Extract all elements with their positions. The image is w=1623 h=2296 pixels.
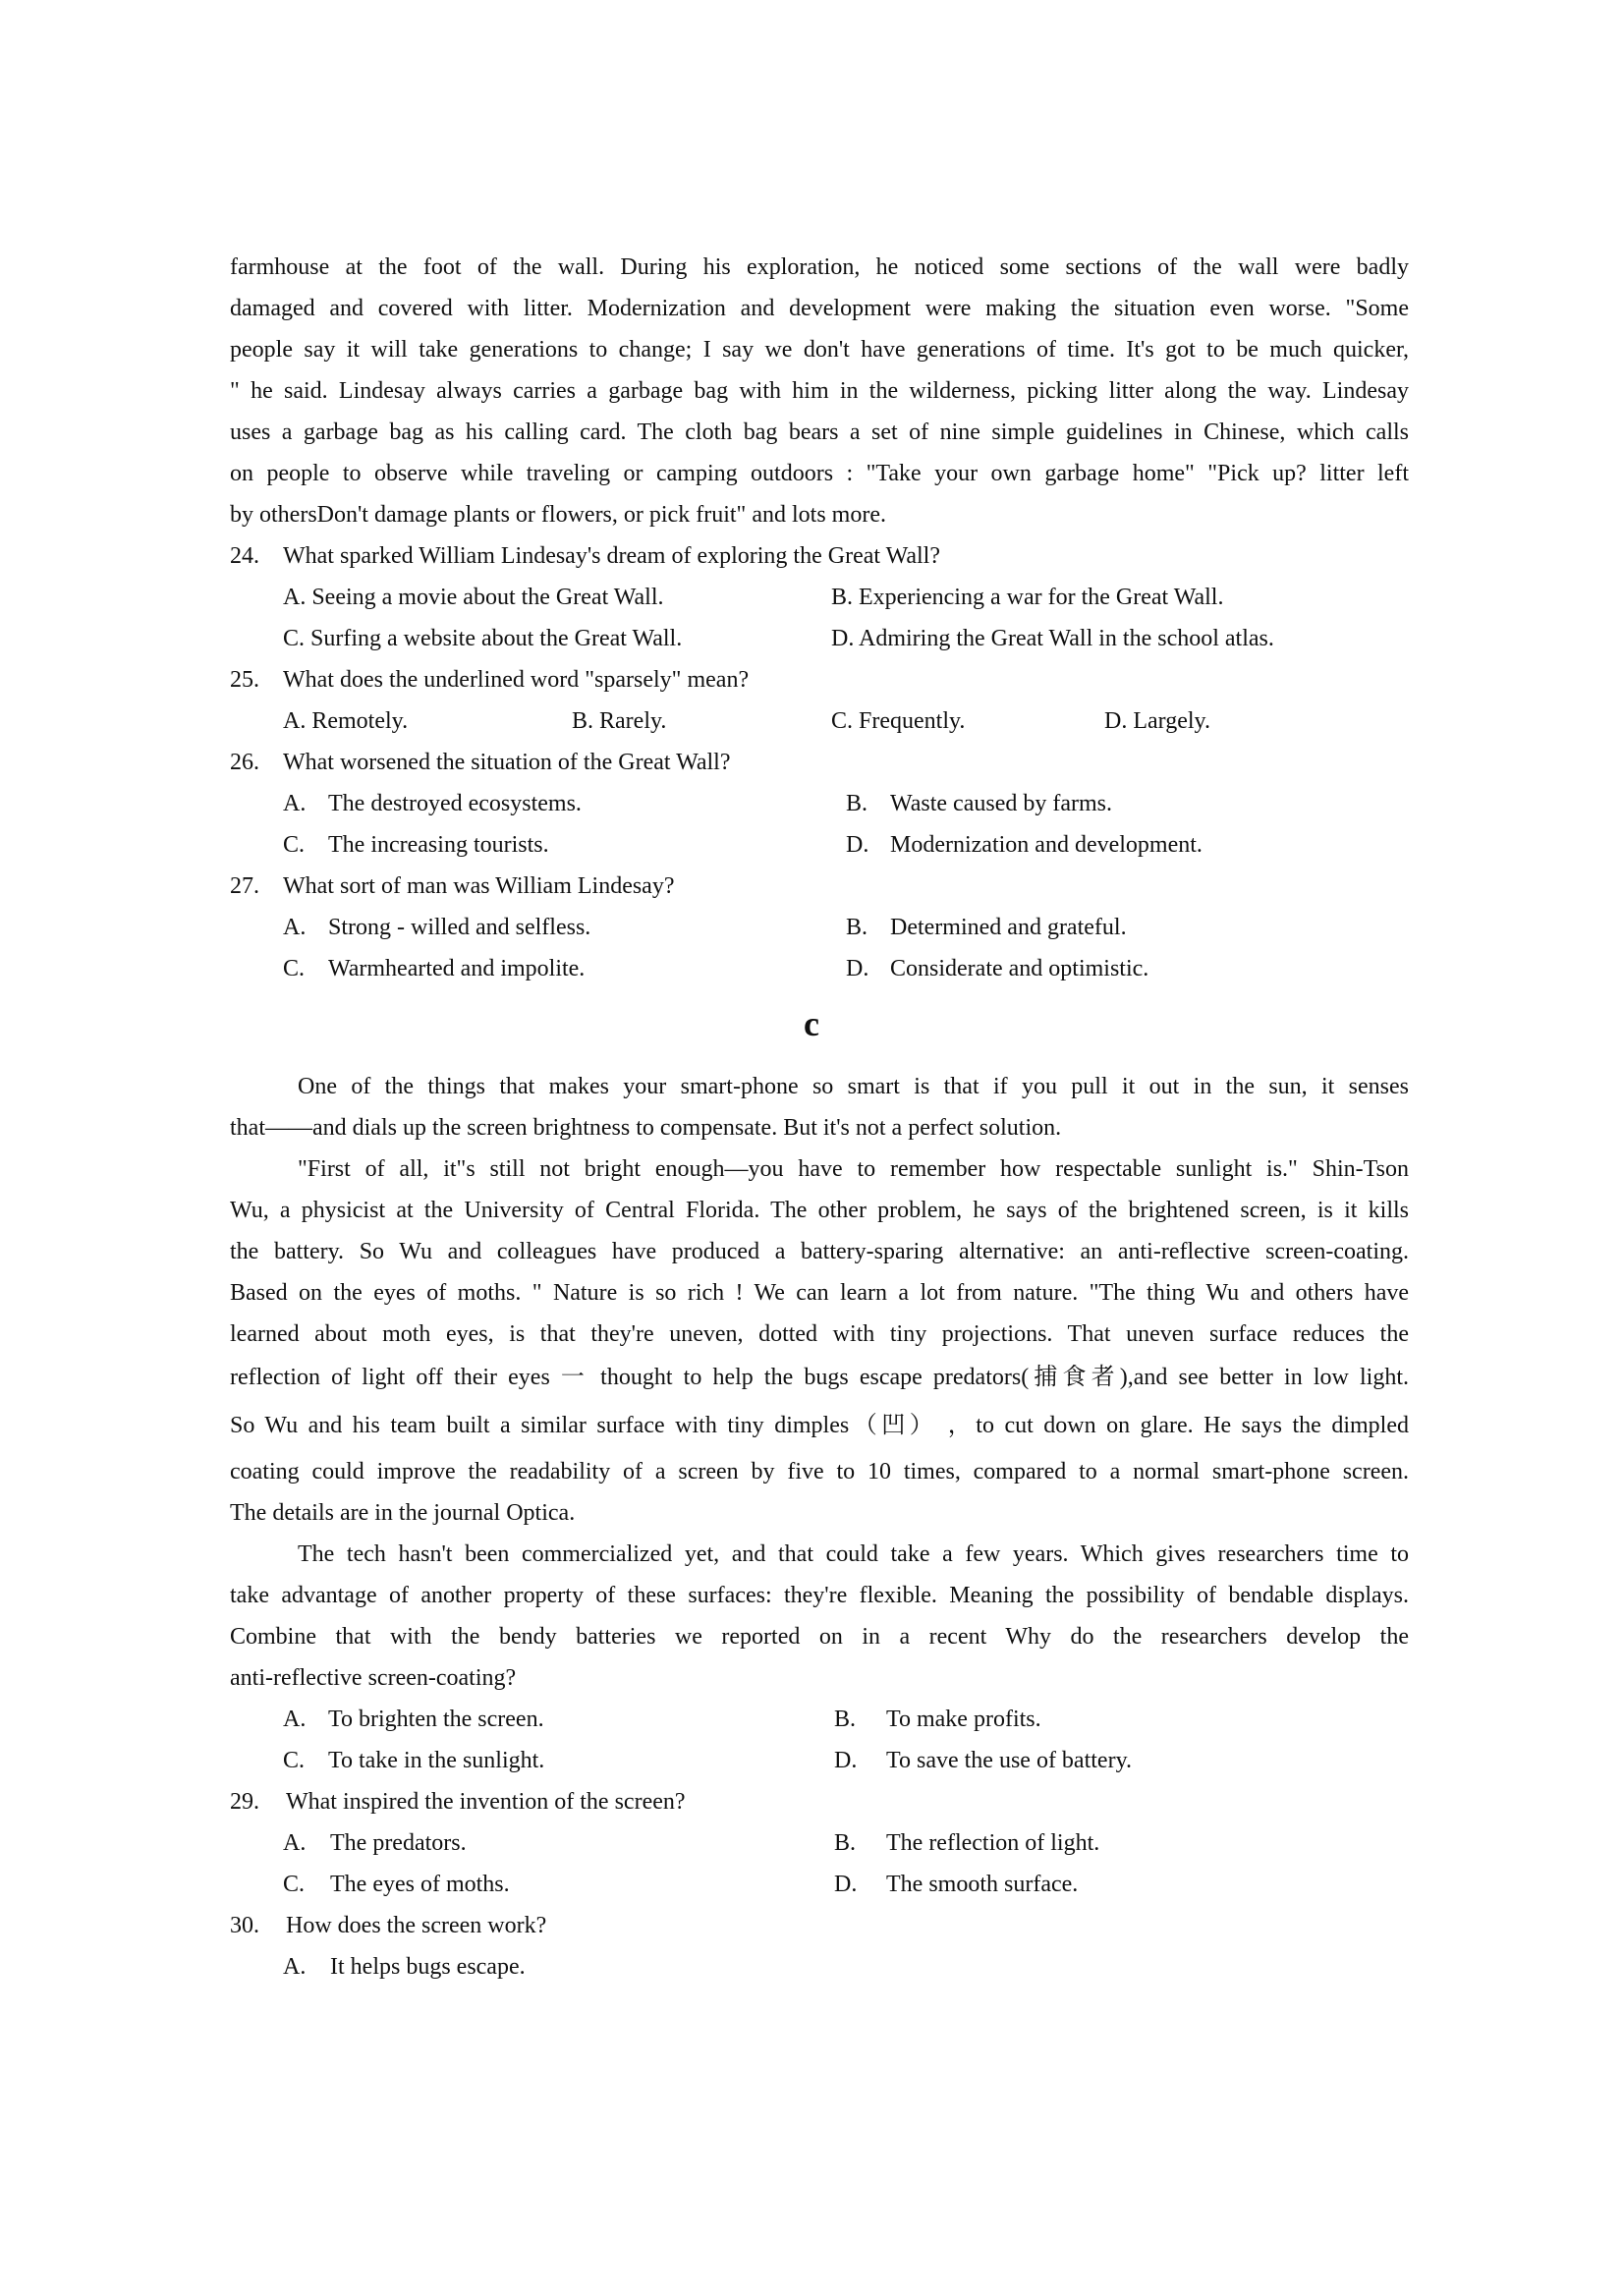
- passage-c-line: Based on the eyes of moths. " Nature is so rich ! We can learn a lot from nature. "The thing Wu and others have: [230, 1280, 1409, 1306]
- question-number: 25.: [230, 667, 259, 693]
- option-c: C. Surfing a website about the Great Wall.: [283, 626, 683, 651]
- passage-b-line: damaged and covered with litter. Modernization and development were making the situation even worse. "Some: [230, 296, 1409, 321]
- option-c-letter: C.: [283, 956, 306, 981]
- passage-c-line: The tech hasn't been commercialized yet, and that could take a few years. Which gives researchers time to: [298, 1541, 1409, 1567]
- question-stem: What sparked William Lindesay's dream of exploring the Great Wall?: [283, 543, 940, 569]
- option-a-letter: A.: [283, 1830, 307, 1856]
- passage-b-line: uses a garbage bag as his calling card. The cloth bag bears a set of nine simple guidelines in Chinese, which calls: [230, 420, 1409, 445]
- option-a: The destroyed ecosystems.: [328, 791, 582, 816]
- option-c: To take in the sunlight.: [328, 1748, 545, 1773]
- option-b-letter: B.: [846, 791, 868, 816]
- option-c-letter: C.: [283, 832, 306, 858]
- passage-c-line: One of the things that makes your smart-phone so smart is that if you pull it out in the sun, it senses: [298, 1074, 1409, 1099]
- option-c-letter: C.: [283, 1872, 306, 1897]
- passage-c-line: anti-reflective screen-coating?: [230, 1665, 517, 1691]
- option-a: To brighten the screen.: [328, 1707, 544, 1732]
- option-a: It helps bugs escape.: [330, 1954, 526, 1980]
- question-stem: What inspired the invention of the screen?: [286, 1789, 686, 1815]
- option-a-letter: A.: [283, 1707, 307, 1732]
- passage-b-line: people say it will take generations to change; I say we don't have generations of time. It's got to be much quicker,: [230, 337, 1409, 363]
- option-d: D. Largely.: [1104, 708, 1210, 734]
- question-number: 24.: [230, 543, 259, 569]
- question-number: 27.: [230, 873, 259, 899]
- option-b-letter: B.: [834, 1707, 857, 1732]
- option-c: The eyes of moths.: [330, 1872, 510, 1897]
- option-a: A. Remotely.: [283, 708, 409, 734]
- passage-b-line: " he said. Lindesay always carries a garbage bag with him in the wilderness, picking litter along the way. Lindesay: [230, 378, 1409, 404]
- option-d-letter: D.: [846, 956, 869, 981]
- option-d: The smooth surface.: [886, 1872, 1079, 1897]
- passage-c-line: reflection of light off their eyes 一 thought to help the bugs escape predators(捕食者),and see better in low light.: [230, 1365, 1409, 1390]
- passage-b-line: by othersDon't damage plants or flowers, or pick fruit" and lots more.: [230, 502, 886, 528]
- option-d: Modernization and development.: [890, 832, 1203, 858]
- option-a: The predators.: [330, 1830, 467, 1856]
- section-heading: c: [804, 1004, 819, 1043]
- option-d-letter: D.: [834, 1748, 858, 1773]
- option-a-letter: A.: [283, 1954, 307, 1980]
- option-d-letter: D.: [846, 832, 869, 858]
- option-b: B. Rarely.: [572, 708, 667, 734]
- question-number: 26.: [230, 750, 259, 775]
- option-b: B. Experiencing a war for the Great Wall.: [831, 585, 1224, 610]
- passage-c-line: take advantage of another property of these surfaces: they're flexible. Meaning the possibility of bendable displays.: [230, 1583, 1409, 1608]
- question-number: 29.: [230, 1789, 259, 1815]
- question-stem: What does the underlined word "sparsely" mean?: [283, 667, 750, 693]
- option-b: The reflection of light.: [886, 1830, 1100, 1856]
- question-stem: How does the screen work?: [286, 1913, 547, 1938]
- passage-b-line: on people to observe while traveling or camping outdoors : "Take your own garbage home" "Pick up? litter left: [230, 461, 1409, 486]
- question-stem: What worsened the situation of the Great Wall?: [283, 750, 731, 775]
- passage-c-line: learned about moth eyes, is that they're uneven, dotted with tiny projections. That uneven surface reduces the: [230, 1321, 1409, 1347]
- option-b: Waste caused by farms.: [890, 791, 1112, 816]
- passage-c-line: "First of all, it"s still not bright enough—you have to remember how respectable sunlight is." Shin-Tson: [298, 1156, 1409, 1182]
- passage-c-line: coating could improve the readability of a screen by five to 10 times, compared to a normal smart-phone screen.: [230, 1459, 1409, 1484]
- option-a: Strong - willed and selfless.: [328, 915, 591, 940]
- option-d: D. Admiring the Great Wall in the school atlas.: [831, 626, 1274, 651]
- passage-c-line: So Wu and his team built a similar surface with tiny dimples（凹） ，to cut down on glare. He says the dimpled: [230, 1413, 1409, 1438]
- option-d-letter: D.: [834, 1872, 858, 1897]
- passage-b-line: farmhouse at the foot of the wall. During his exploration, he noticed some sections of the wall were badly: [230, 254, 1409, 280]
- option-a-letter: A.: [283, 915, 307, 940]
- option-a: A. Seeing a movie about the Great Wall.: [283, 585, 664, 610]
- option-c: Warmhearted and impolite.: [328, 956, 586, 981]
- option-c: The increasing tourists.: [328, 832, 549, 858]
- question-stem: What sort of man was William Lindesay?: [283, 873, 675, 899]
- question-number: 30.: [230, 1913, 259, 1938]
- passage-c-line: that——and dials up the screen brightness to compensate. But it's not a perfect solution.: [230, 1115, 1062, 1141]
- passage-c-line: the battery. So Wu and colleagues have produced a battery-sparing alternative: an anti-reflective screen-coating.: [230, 1239, 1409, 1264]
- option-b: Determined and grateful.: [890, 915, 1127, 940]
- passage-c-line: Wu, a physicist at the University of Central Florida. The other problem, he says of the brightened screen, is it kills: [230, 1198, 1409, 1223]
- passage-c-line: The details are in the journal Optica.: [230, 1500, 576, 1526]
- option-b-letter: B.: [834, 1830, 857, 1856]
- option-b: To make profits.: [886, 1707, 1041, 1732]
- option-c: C. Frequently.: [831, 708, 966, 734]
- option-d: To save the use of battery.: [886, 1748, 1133, 1773]
- option-c-letter: C.: [283, 1748, 306, 1773]
- option-d: Considerate and optimistic.: [890, 956, 1149, 981]
- option-a-letter: A.: [283, 791, 307, 816]
- passage-c-line: Combine that with the bendy batteries we reported on in a recent Why do the researchers develop the: [230, 1624, 1409, 1650]
- option-b-letter: B.: [846, 915, 868, 940]
